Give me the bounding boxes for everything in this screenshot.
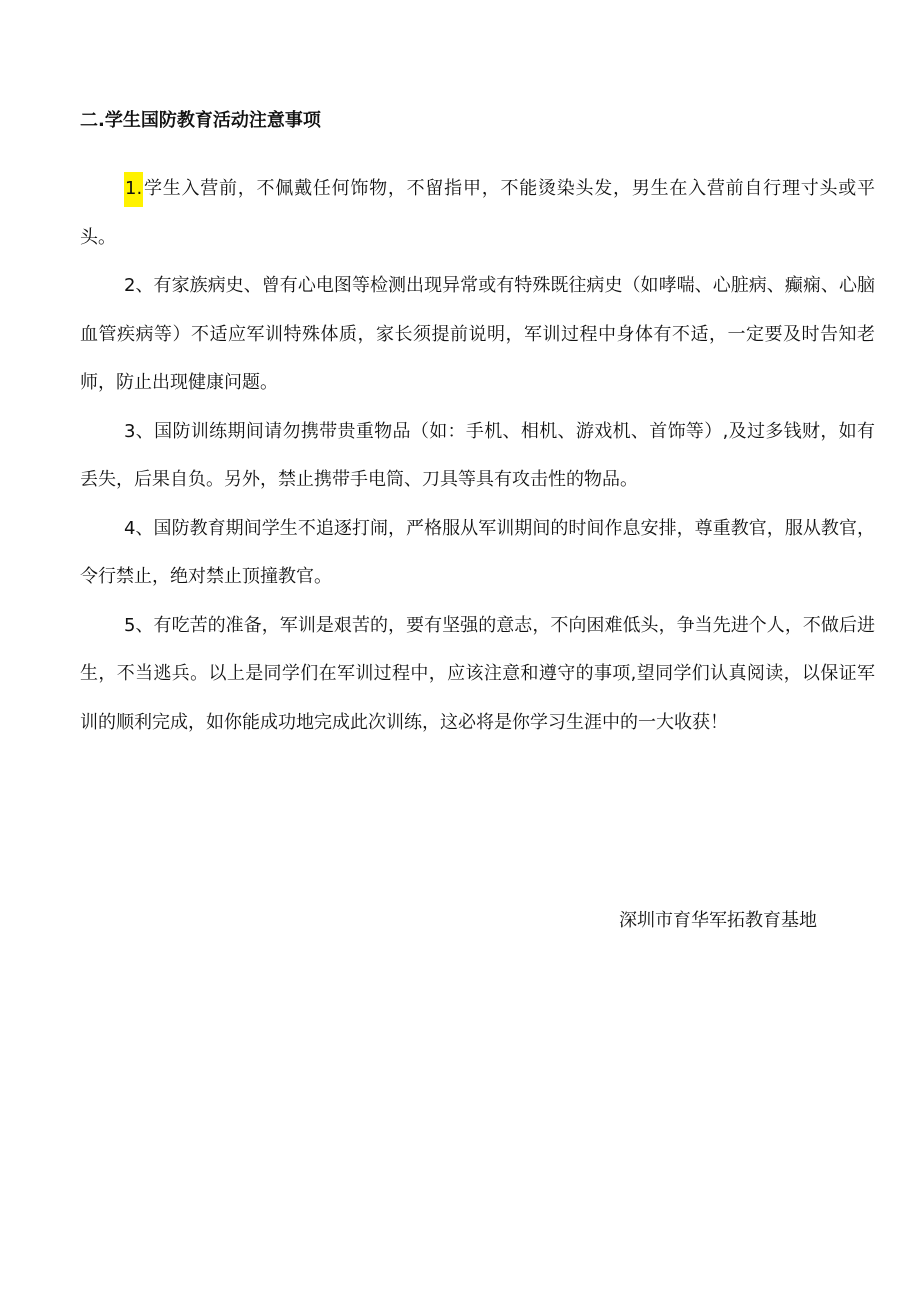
item-text: 国防教育期间学生不追逐打闹，严格服从军训期间的时间作息安排，尊重教官，服从教官，令行禁止，绝对禁止顶撞教官。 [80,517,875,587]
item-number: 3、 [124,420,155,442]
notice-item-2 [80,262,875,408]
item-number: 4、 [124,517,154,539]
notice-item-4 [80,505,875,602]
item-number-highlighted: 1. [124,172,143,207]
item-number: 2、 [124,275,154,296]
notice-item-3 [80,408,875,505]
item-text: 国防训练期间请勿携带贵重物品（如：手机、相机、游戏机、首饰等）,及过多钱财，如有丢失，后果自负。另外，禁止携带手电筒、刀具等具有攻击性的物品。 [80,420,876,490]
signature-organization: 深圳市育华军拓教育基地 [619,910,817,931]
section-heading: 二.学生国防教育活动注意事项 [80,110,321,131]
notice-item-5 [80,602,875,748]
item-text: 有家族病史、曾有心电图等检测出现异常或有特殊既往病史（如哮喘、心脏病、癫痫、心脑血管疾病等）不适应军训特殊体质，家长须提前说明，军训过程中身体有不适，一定要及时告知老师，防止出现健康问题。 [80,275,875,393]
item-text: 有吃苦的准备，军训是艰苦的，要有坚强的意志，不向困难低头，争当先进个人，不做后进生，不当逃兵。以上是同学们在军训过程中，应该注意和遵守的事项,望同学们认真阅读，以保证军训的顺利完成，如你能成功地完成此次训练，这必将是你学习生涯中的一大收获！ [80,614,875,733]
notice-item-1 [80,165,875,262]
notice-list [80,165,875,747]
item-text: 学生入营前，不佩戴任何饰物，不留指甲，不能烫染头发，男生在入营前自行理寸头或平头。 [80,178,875,248]
item-number: 5、 [124,614,154,636]
